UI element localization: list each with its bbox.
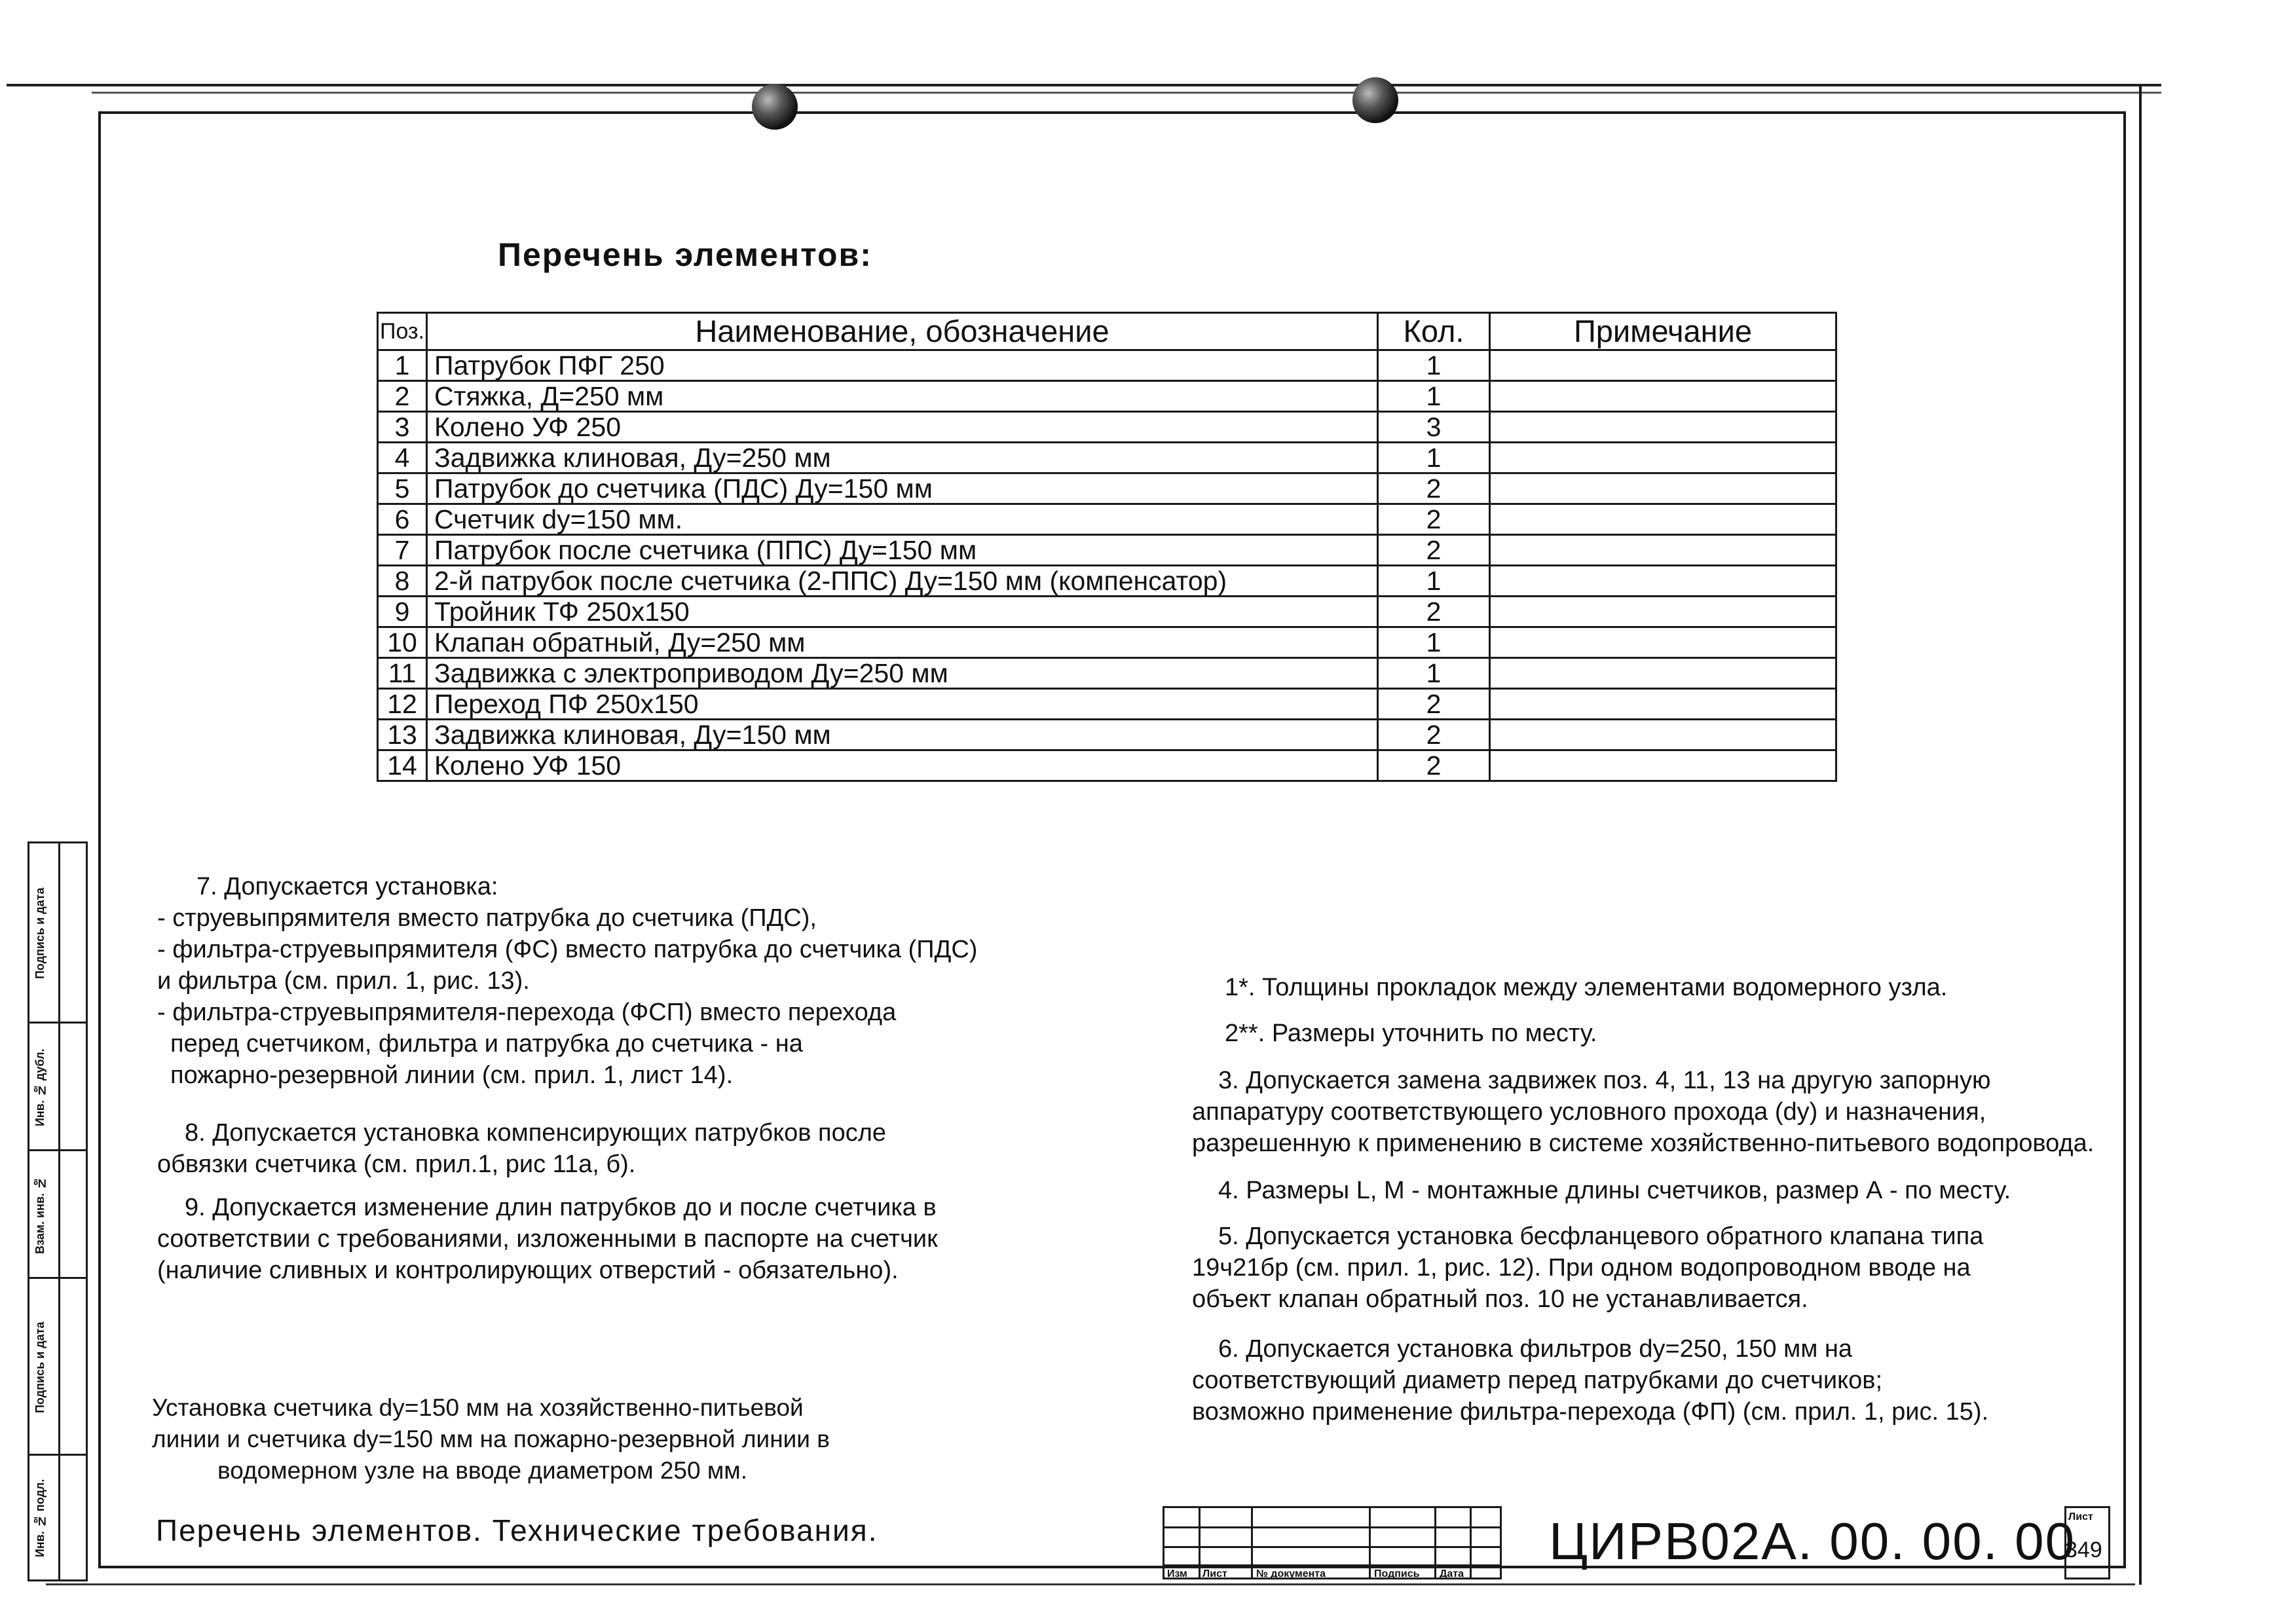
table-row	[378, 720, 1836, 750]
cell-note	[1490, 381, 1836, 412]
col-label-izm: Изм	[1167, 1568, 1187, 1579]
cell-qty: 2	[1378, 535, 1490, 566]
note-line: пожарно-резервной линии (см. прил. 1, лист 14).	[170, 1061, 734, 1089]
cell-name: Колено УФ 150	[427, 750, 1378, 781]
cell-qty: 2	[1378, 473, 1490, 504]
cell-pos: 13	[378, 720, 427, 750]
note-line: (наличие сливных и контролирующих отверстий - обязательно).	[157, 1257, 899, 1284]
note-line: разрешенную к применению в системе хозяйственно-питьевого водопровода.	[1192, 1130, 2095, 1157]
note-8	[157, 1117, 886, 1180]
sheet-number: 349	[2065, 1538, 2102, 1562]
note-line: 9. Допускается изменение длин патрубков до и после счетчика в	[185, 1194, 937, 1221]
grid-line	[1434, 1508, 1436, 1578]
cell-name: Колено УФ 250	[427, 412, 1378, 443]
table-row	[378, 443, 1836, 473]
cell-note	[1490, 504, 1836, 535]
note-line: 19ч21бр (см. прил. 1, рис. 12). При одном водопроводном вводе на	[1192, 1254, 1971, 1282]
note-line: 6. Допускается установка фильтров dy=250, 150 мм на	[1218, 1335, 1853, 1363]
cell-note	[1490, 597, 1836, 627]
side-stamp-label: Подпись и дата	[33, 887, 47, 980]
col-label-document: № документа	[1256, 1568, 1326, 1579]
cell-note	[1490, 412, 1836, 443]
note-line: 3. Допускается замена задвижек поз. 4, 11, 13 на другую запорную	[1218, 1067, 1991, 1094]
cell-name: Задвижка клиновая, Ду=250 мм	[427, 443, 1378, 473]
cell-note	[1490, 750, 1836, 781]
note-line: линии и счетчика dy=150 мм на пожарно-резервной линии в	[152, 1426, 830, 1452]
cell-note	[1490, 689, 1836, 720]
grid-line	[1164, 1564, 1500, 1566]
note-4	[1192, 1175, 2011, 1206]
note-5	[1192, 1221, 1983, 1315]
note-9	[157, 1192, 938, 1286]
table-row	[378, 412, 1836, 443]
cell-note	[1490, 535, 1836, 566]
side-stamp-row	[29, 1456, 86, 1579]
cell-qty: 3	[1378, 412, 1490, 443]
cell-pos: 3	[378, 412, 427, 443]
drawing-caption: Перечень элементов. Технические требования.	[156, 1513, 878, 1547]
document-code: ЦИРВ02А. 00. 00. 00	[1549, 1512, 2076, 1570]
table-row	[378, 566, 1836, 597]
cell-pos: 9	[378, 597, 427, 627]
note-line: 4. Размеры L, M - монтажные длины счетчиков, размер А - по месту.	[1218, 1177, 2011, 1204]
cell-note	[1490, 443, 1836, 473]
pushpin-icon	[1352, 77, 1398, 123]
side-stamp-row	[29, 1151, 86, 1279]
side-stamp-row	[29, 843, 86, 1024]
cell-name: 2-й патрубок после счетчика (2-ППС) Ду=150 мм (компенсатор)	[427, 566, 1378, 597]
cell-qty: 2	[1378, 504, 1490, 535]
cell-name: Патрубок до счетчика (ПДС) Ду=150 мм	[427, 473, 1378, 504]
grid-line	[1164, 1526, 1500, 1528]
note-line: 8. Допускается установка компенсирующих патрубков после	[185, 1119, 887, 1147]
col-header-qty: Кол.	[1378, 313, 1490, 350]
cell-name: Патрубок после счетчика (ППС) Ду=150 мм	[427, 535, 1378, 566]
col-label-signature: Подпись	[1374, 1568, 1420, 1579]
table-row	[378, 597, 1836, 627]
cell-pos: 4	[378, 443, 427, 473]
grid-line	[1369, 1508, 1371, 1578]
cell-pos: 5	[378, 473, 427, 504]
grid-line	[1199, 1508, 1201, 1578]
note-line: аппаратуру соответствующего условного прохода (dy) и назначения,	[1192, 1098, 1986, 1126]
top-rule-secondary	[92, 92, 2161, 94]
top-rule	[7, 84, 2161, 86]
note-line: возможно применение фильтра-перехода (ФП) (см. прил. 1, рис. 15).	[1192, 1398, 1989, 1426]
cell-name: Задвижка клиновая, Ду=150 мм	[427, 720, 1378, 750]
cell-qty: 1	[1378, 658, 1490, 689]
note-line: 7. Допускается установка:	[196, 873, 498, 900]
cell-qty: 2	[1378, 689, 1490, 720]
cell-qty: 2	[1378, 597, 1490, 627]
side-stamp-row	[29, 1279, 86, 1456]
note-1	[1192, 972, 1947, 1003]
side-stamp-label: Инв. № дубл.	[33, 1048, 47, 1126]
table-row	[378, 627, 1836, 658]
revision-grid	[1163, 1506, 1502, 1579]
grid-line	[1164, 1546, 1500, 1548]
table-row	[378, 504, 1836, 535]
table-row	[378, 350, 1836, 381]
cell-qty: 2	[1378, 750, 1490, 781]
side-stamp-row	[29, 1024, 86, 1151]
col-header-pos: Поз.	[378, 313, 427, 350]
cell-note	[1490, 473, 1836, 504]
cell-pos: 12	[378, 689, 427, 720]
bottom-rule	[46, 1583, 2135, 1585]
elements-table	[377, 312, 1837, 782]
page-title: Перечень элементов:	[498, 236, 872, 273]
cell-pos: 2	[378, 381, 427, 412]
cell-pos: 8	[378, 566, 427, 597]
table-row	[378, 658, 1836, 689]
cell-name: Задвижка с электроприводом Ду=250 мм	[427, 658, 1378, 689]
side-stamp-label: Подпись и дата	[33, 1321, 47, 1413]
table-row	[378, 689, 1836, 720]
note-line: водомерном узле на вводе диаметром 250 мм.	[217, 1457, 747, 1484]
note-line: Установка счетчика dy=150 мм на хозяйственно-питьевой	[152, 1394, 804, 1421]
grid-line	[1251, 1508, 1253, 1578]
cell-qty: 1	[1378, 443, 1490, 473]
note-line: объект клапан обратный поз. 10 не устанавливается.	[1192, 1285, 1808, 1313]
side-stamp-label: Инв. № подл.	[33, 1479, 47, 1557]
cell-name: Тройник ТФ 250х150	[427, 597, 1378, 627]
cell-note	[1490, 720, 1836, 750]
note-line: соответствии с требованиями, изложенными в паспорте на счетчик	[157, 1225, 938, 1253]
table-row	[378, 535, 1836, 566]
cell-name: Переход ПФ 250х150	[427, 689, 1378, 720]
table-body	[378, 350, 1836, 781]
note-line: - фильтра-струевыпрямителя (ФС) вместо патрубка до счетчика (ПДС)	[157, 936, 978, 963]
table-header-row	[378, 313, 1836, 350]
col-header-name: Наименование, обозначение	[427, 313, 1378, 350]
side-stamp	[28, 841, 88, 1581]
cell-note	[1490, 350, 1836, 381]
note-line: 5. Допускается установка бесфланцевого обратного клапана типа	[1218, 1223, 1984, 1250]
cell-name: Счетчик dy=150 мм.	[427, 504, 1378, 535]
note-line: - фильтра-струевыпрямителя-перехода (ФСП) вместо перехода	[157, 999, 897, 1026]
cell-note	[1490, 627, 1836, 658]
note-3	[1192, 1065, 2094, 1159]
cell-qty: 1	[1378, 566, 1490, 597]
cell-qty: 1	[1378, 381, 1490, 412]
col-label-list: Лист	[1202, 1568, 1227, 1579]
sheet-label: Лист	[2068, 1511, 2093, 1522]
cell-name: Патрубок ПФГ 250	[427, 350, 1378, 381]
table-row	[378, 750, 1836, 781]
note-line: перед счетчиком, фильтра и патрубка до счетчика - на	[170, 1030, 803, 1058]
note-line: 2**. Размеры уточнить по месту.	[1225, 1020, 1597, 1047]
note-line: обвязки счетчика (см. прил.1, рис 11а, б).	[157, 1151, 636, 1178]
note-6	[1192, 1333, 1988, 1428]
cell-pos: 1	[378, 350, 427, 381]
note-line: соответствующий диаметр перед патрубками до счетчиков;	[1192, 1367, 1883, 1394]
cell-note	[1490, 566, 1836, 597]
cell-pos: 10	[378, 627, 427, 658]
col-header-note: Примечание	[1490, 313, 1836, 350]
cell-name: Клапан обратный, Ду=250 мм	[427, 627, 1378, 658]
note-2	[1192, 1018, 1597, 1049]
cell-pos: 6	[378, 504, 427, 535]
cell-qty: 1	[1378, 350, 1490, 381]
grid-line	[1470, 1508, 1472, 1578]
note-line: - струевыпрямителя вместо патрубка до счетчика (ПДС),	[157, 904, 817, 932]
col-label-date: Дата	[1440, 1568, 1464, 1579]
pushpin-icon	[752, 84, 798, 130]
cell-pos: 11	[378, 658, 427, 689]
note-7	[157, 871, 977, 1091]
install-note	[152, 1392, 830, 1486]
cell-pos: 7	[378, 535, 427, 566]
cell-note	[1490, 658, 1836, 689]
frame-right-edge	[2139, 85, 2142, 1585]
cell-pos: 14	[378, 750, 427, 781]
table-row	[378, 473, 1836, 504]
table-row	[378, 381, 1836, 412]
cell-qty: 2	[1378, 720, 1490, 750]
cell-qty: 1	[1378, 627, 1490, 658]
cell-name: Стяжка, Д=250 мм	[427, 381, 1378, 412]
side-stamp-label: Взам. инв. №	[33, 1176, 47, 1254]
note-line: 1*. Толщины прокладок между элементами водомерного узла.	[1225, 974, 1948, 1001]
note-line: и фильтра (см. прил. 1, рис. 13).	[157, 967, 530, 995]
